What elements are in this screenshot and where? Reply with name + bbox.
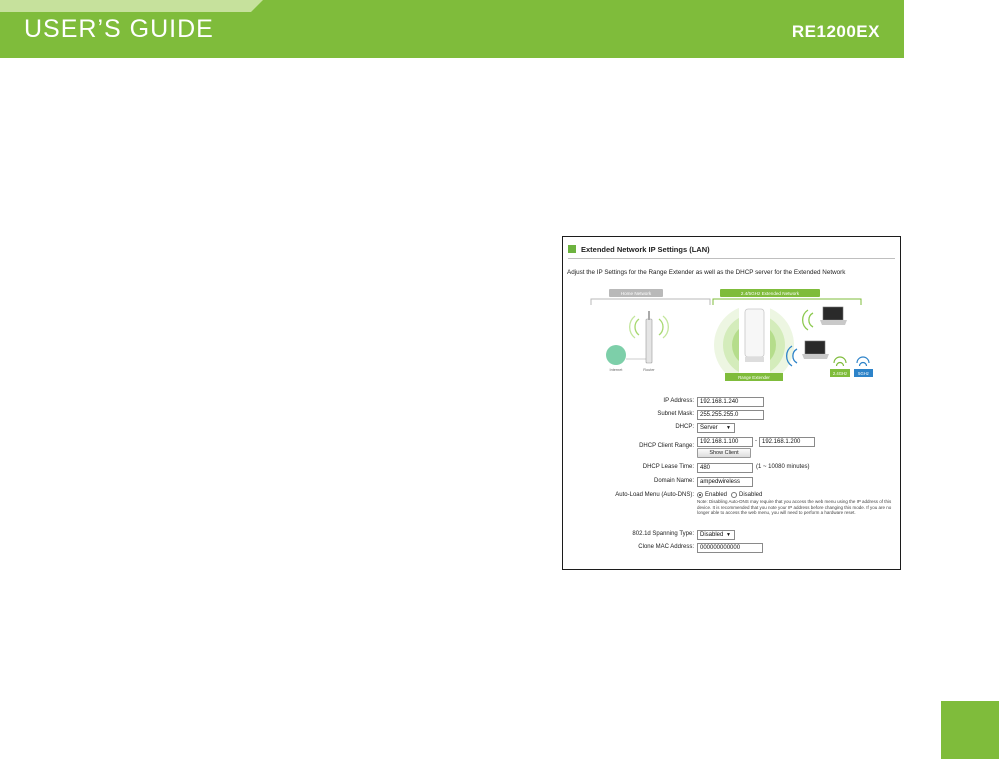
- panel-description: Adjust the IP Settings for the Range Extender as well as the DHCP server for the Extended Network: [567, 269, 846, 276]
- auto-dns-disabled-radio[interactable]: [731, 492, 737, 498]
- ip-address-row: [563, 397, 901, 409]
- domain-name-label: Domain Name:: [653, 478, 694, 484]
- dhcp-range-row: [563, 437, 901, 459]
- dhcp-range-end-input[interactable]: 192.168.1.200: [759, 437, 815, 447]
- auto-dns-enabled-radio[interactable]: [697, 492, 703, 498]
- spanning-type-row: [563, 530, 901, 542]
- dhcp-row: [563, 423, 901, 435]
- extended-network-bracket: [713, 299, 861, 305]
- band-24ghz-label: 2.4GHz: [832, 371, 848, 376]
- band-5ghz-label: 5GHz: [858, 371, 869, 376]
- spanning-type-select-value: Disabled: [700, 532, 724, 538]
- dhcp-select-value: Server: [700, 425, 718, 431]
- lease-time-row: [563, 463, 901, 475]
- section-square-icon: [568, 245, 576, 253]
- laptop-icon: [803, 307, 847, 330]
- range-extender-label: Range Extender: [738, 375, 770, 380]
- extended-network-label: 2.4/5GHz Extended Network: [740, 291, 800, 296]
- settings-screenshot: [562, 236, 901, 570]
- product-model: RE1200EX: [791, 22, 880, 41]
- dhcp-range-start-input[interactable]: 192.168.1.100: [697, 437, 753, 447]
- internet-label: Internet: [609, 368, 623, 372]
- show-client-button[interactable]: Show Client: [697, 448, 751, 458]
- chevron-down-icon: ▼: [726, 425, 731, 431]
- ip-address-input[interactable]: 192.168.1.240: [697, 397, 764, 407]
- dhcp-label: DHCP:: [675, 424, 694, 430]
- internet-globe-icon: [606, 345, 626, 365]
- router-label: Router: [643, 368, 655, 372]
- page-number-box: [941, 701, 999, 759]
- lease-time-hint: (1 ~ 10080 minutes): [756, 464, 810, 470]
- wifi-24ghz-icon: [834, 357, 846, 366]
- network-diagram: [589, 289, 879, 381]
- subnet-mask-label: Subnet Mask:: [657, 411, 694, 417]
- dhcp-range-label: DHCP Client Range:: [639, 443, 694, 449]
- subnet-mask-input[interactable]: 255.255.255.0: [697, 410, 764, 420]
- clone-mac-label: Clone MAC Address:: [638, 544, 694, 550]
- auto-load-menu-row: [563, 491, 901, 521]
- title-divider: [568, 258, 895, 259]
- domain-name-row: [563, 477, 901, 489]
- panel-title: Extended Network IP Settings (LAN): [581, 244, 710, 254]
- header-accent-strip: [0, 0, 263, 12]
- lease-time-input[interactable]: 480: [697, 463, 753, 473]
- auto-dns-enabled-label: Enabled: [705, 492, 728, 498]
- spanning-type-label: 802.1d Spanning Type:: [632, 531, 694, 537]
- dhcp-range-separator: -: [755, 438, 757, 444]
- dhcp-select[interactable]: [697, 423, 735, 433]
- auto-dns-disabled-label: Disabled: [739, 492, 763, 498]
- panel-title-row: [568, 244, 710, 254]
- header-band: [0, 0, 904, 58]
- wifi-5ghz-icon: [857, 357, 869, 366]
- spanning-type-select[interactable]: [697, 530, 735, 540]
- subnet-mask-row: [563, 410, 901, 422]
- home-network-bracket: [591, 299, 710, 305]
- clone-mac-input[interactable]: 000000000000: [697, 543, 763, 553]
- auto-dns-note: Note: Disabling Auto-DNS may require that you access the web menu using the IP address of this device. It is recommended that you note your IP address before changing this mode. If you are no longer able to access the web menu, you will need to perform a hardware reset.: [697, 499, 892, 516]
- clone-mac-row: [563, 543, 901, 555]
- chevron-down-icon: ▼: [726, 532, 731, 538]
- router-icon: [630, 311, 669, 363]
- auto-load-menu-label: Auto-Load Menu (Auto-DNS):: [615, 492, 694, 498]
- lease-time-label: DHCP Lease Time:: [642, 464, 694, 470]
- domain-name-input[interactable]: ampedwireless: [697, 477, 753, 487]
- home-network-label: Home Network: [620, 291, 652, 296]
- ip-address-label: IP Address:: [663, 398, 694, 404]
- document-title: USER’S GUIDE: [24, 15, 214, 43]
- range-extender-icon: [714, 305, 794, 381]
